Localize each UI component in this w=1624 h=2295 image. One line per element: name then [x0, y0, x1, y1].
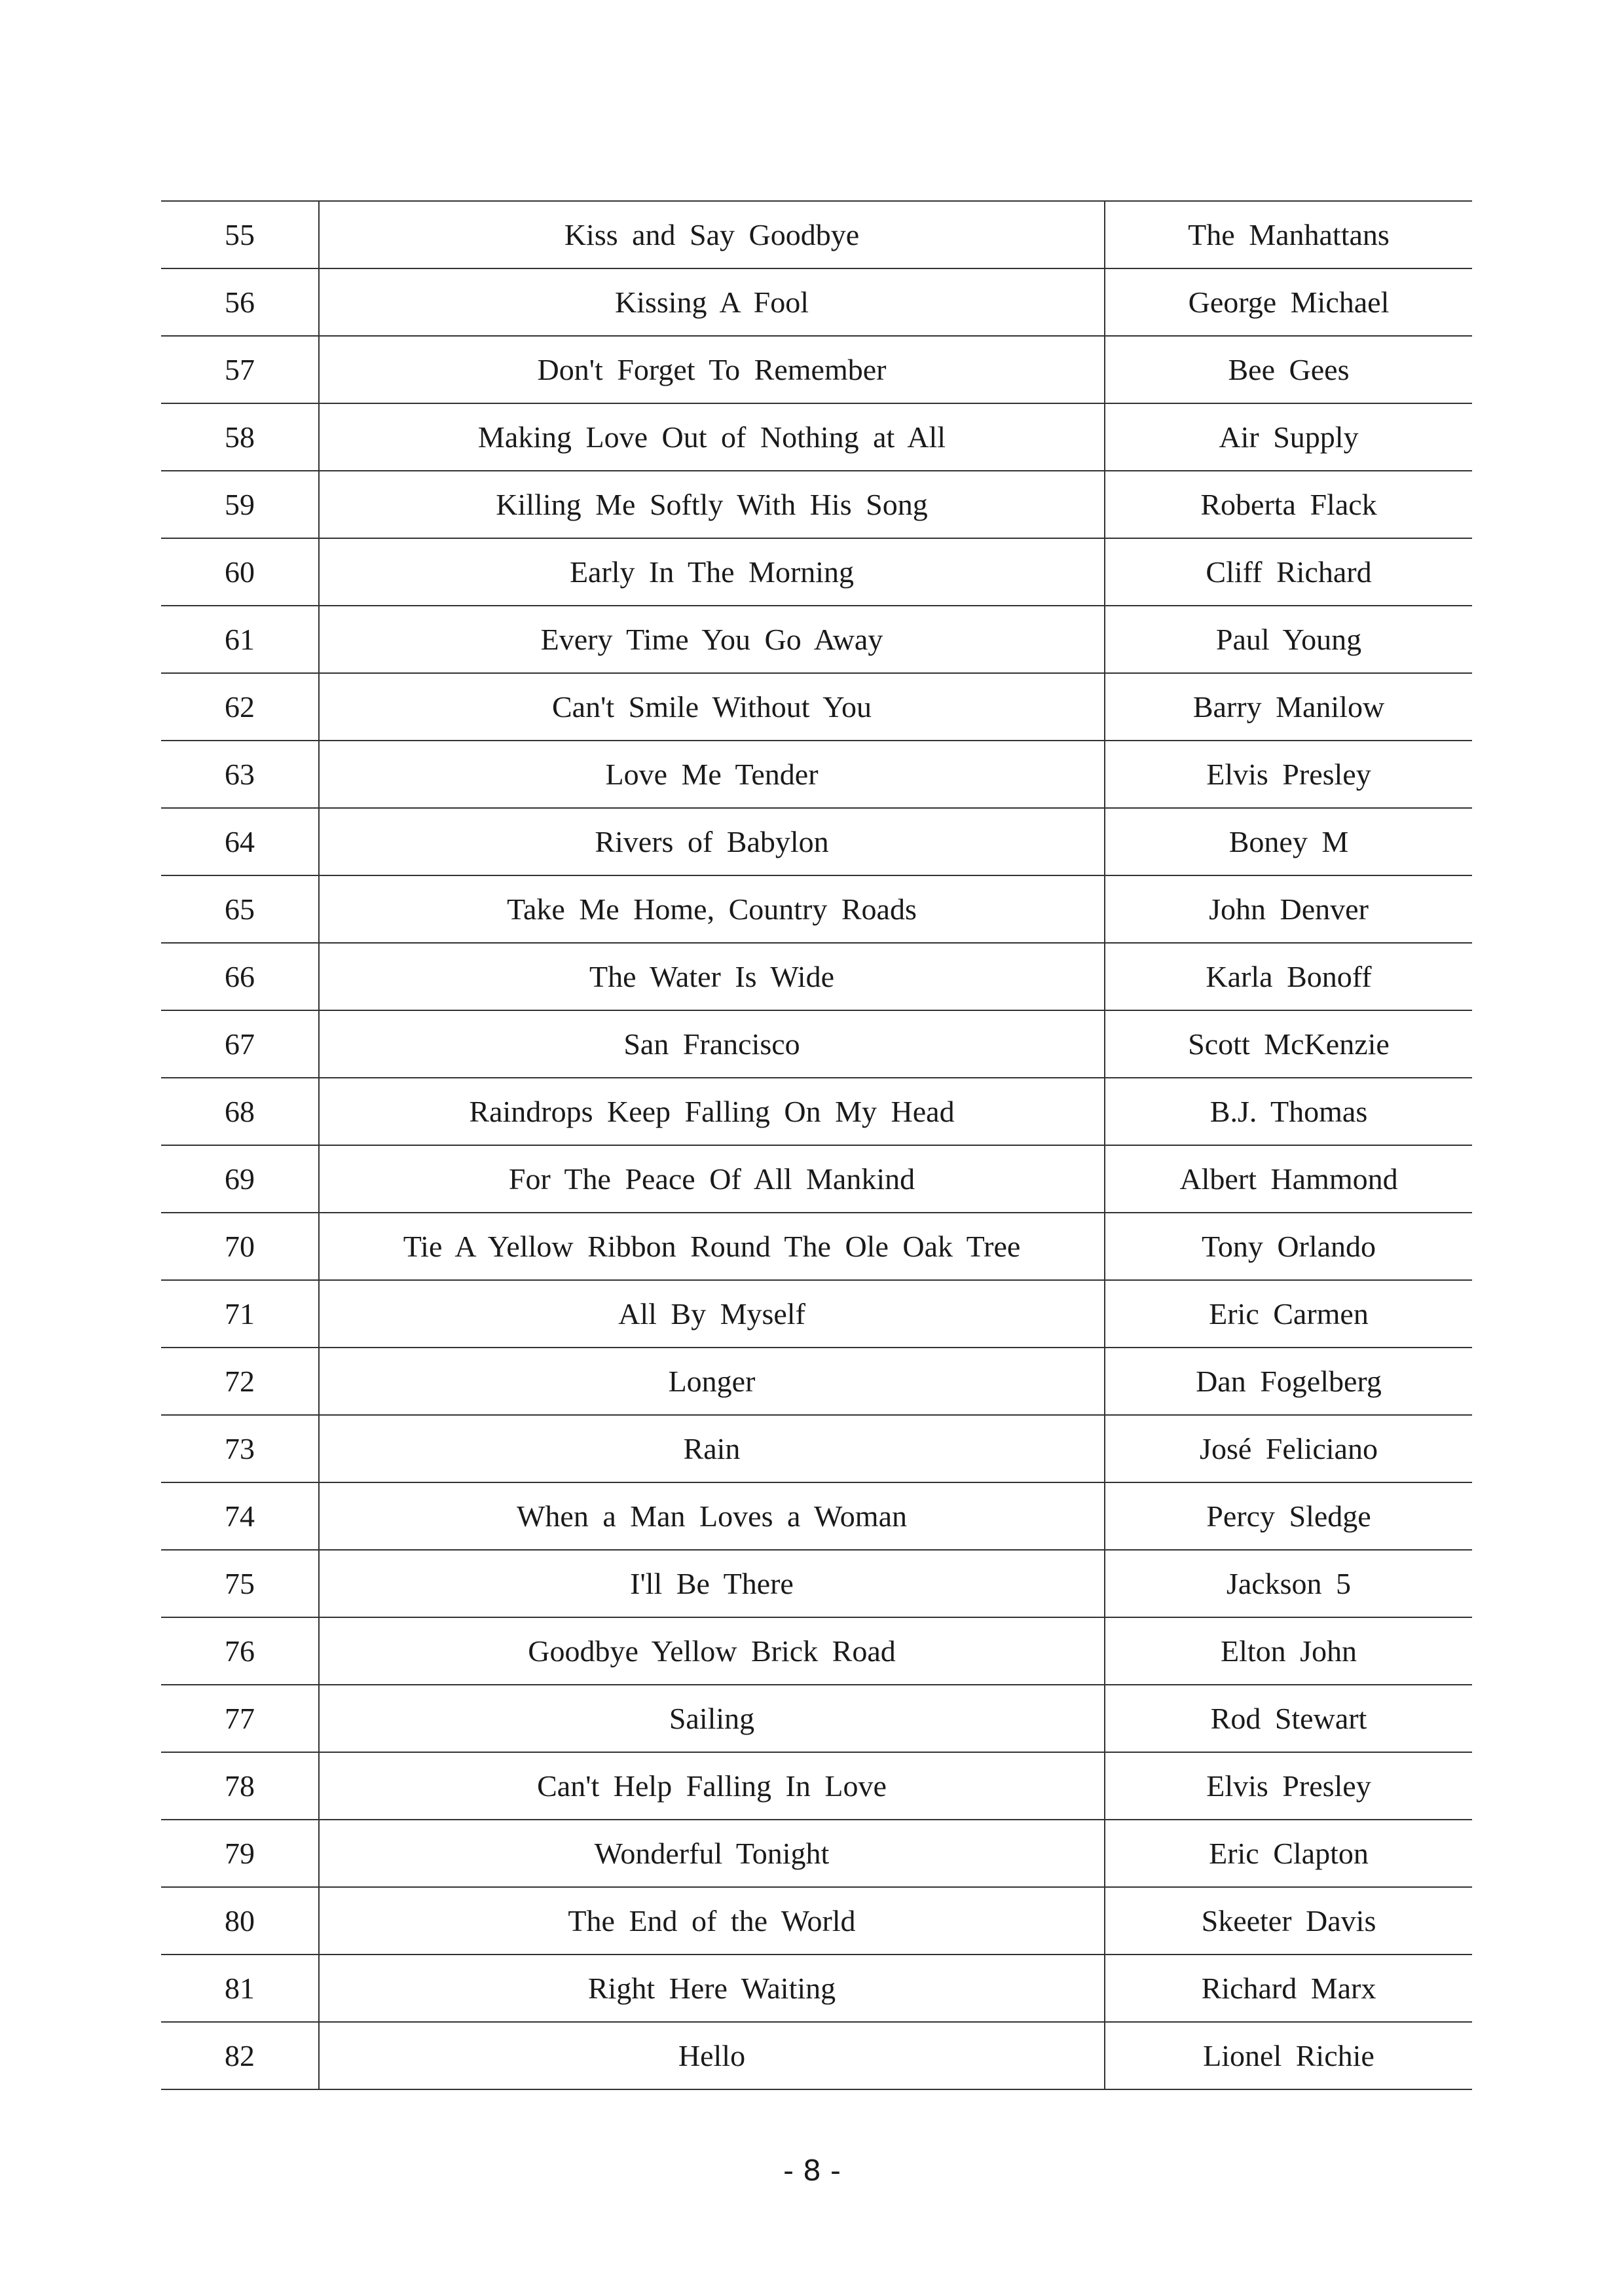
song-artist: Elvis Presley: [1105, 741, 1472, 808]
table-row: [161, 336, 1472, 403]
song-number: 78: [161, 1752, 319, 1820]
song-number: 79: [161, 1820, 319, 1887]
song-number: 71: [161, 1280, 319, 1348]
song-title: Right Here Waiting: [319, 1955, 1105, 2022]
song-rows: [161, 201, 1472, 2089]
song-title: Tie A Yellow Ribbon Round The Ole Oak Tree: [319, 1213, 1105, 1280]
song-artist: Albert Hammond: [1105, 1145, 1472, 1213]
song-title: San Francisco: [319, 1010, 1105, 1078]
song-artist: Percy Sledge: [1105, 1482, 1472, 1550]
song-title: Can't Smile Without You: [319, 673, 1105, 741]
table-row: [161, 1887, 1472, 1955]
song-title: Raindrops Keep Falling On My Head: [319, 1078, 1105, 1145]
song-artist: B.J. Thomas: [1105, 1078, 1472, 1145]
table-row: [161, 1213, 1472, 1280]
table-row: [161, 673, 1472, 741]
table-row: [161, 1752, 1472, 1820]
table-row: [161, 1550, 1472, 1617]
table-row: [161, 2022, 1472, 2089]
song-number: 66: [161, 943, 319, 1010]
table-row: [161, 943, 1472, 1010]
song-number: 68: [161, 1078, 319, 1145]
song-title: Rain: [319, 1415, 1105, 1482]
song-artist: Karla Bonoff: [1105, 943, 1472, 1010]
song-number: 60: [161, 538, 319, 606]
song-artist: Eric Clapton: [1105, 1820, 1472, 1887]
table-row: [161, 1955, 1472, 2022]
song-title: Killing Me Softly With His Song: [319, 471, 1105, 538]
song-number: 58: [161, 403, 319, 471]
song-title: Can't Help Falling In Love: [319, 1752, 1105, 1820]
song-title: The End of the World: [319, 1887, 1105, 1955]
song-title: Hello: [319, 2022, 1105, 2089]
table-row: [161, 606, 1472, 673]
song-number: 73: [161, 1415, 319, 1482]
song-title: Kiss and Say Goodbye: [319, 201, 1105, 268]
song-number: 55: [161, 201, 319, 268]
table-row: [161, 1685, 1472, 1752]
table-row: [161, 1482, 1472, 1550]
table-row: [161, 403, 1472, 471]
song-artist: Barry Manilow: [1105, 673, 1472, 741]
song-title: All By Myself: [319, 1280, 1105, 1348]
song-number: 75: [161, 1550, 319, 1617]
song-title: Wonderful Tonight: [319, 1820, 1105, 1887]
song-artist: Richard Marx: [1105, 1955, 1472, 2022]
song-title: Early In The Morning: [319, 538, 1105, 606]
song-number: 67: [161, 1010, 319, 1078]
song-artist: José Feliciano: [1105, 1415, 1472, 1482]
song-artist: The Manhattans: [1105, 201, 1472, 268]
song-number: 62: [161, 673, 319, 741]
song-artist: Scott McKenzie: [1105, 1010, 1472, 1078]
song-title: For The Peace Of All Mankind: [319, 1145, 1105, 1213]
song-artist: Boney M: [1105, 808, 1472, 875]
song-number: 64: [161, 808, 319, 875]
table-row: [161, 538, 1472, 606]
song-number: 56: [161, 268, 319, 336]
song-artist: Elton John: [1105, 1617, 1472, 1685]
table-row: [161, 1078, 1472, 1145]
song-number: 76: [161, 1617, 319, 1685]
song-artist: Bee Gees: [1105, 336, 1472, 403]
song-number: 61: [161, 606, 319, 673]
table-row: [161, 1348, 1472, 1415]
song-number: 72: [161, 1348, 319, 1415]
song-title: Rivers of Babylon: [319, 808, 1105, 875]
song-table: [161, 200, 1472, 2090]
song-title: Take Me Home, Country Roads: [319, 875, 1105, 943]
table-row: [161, 471, 1472, 538]
song-number: 77: [161, 1685, 319, 1752]
table-row: [161, 268, 1472, 336]
table-row: [161, 1415, 1472, 1482]
table-row: [161, 1280, 1472, 1348]
song-title: Sailing: [319, 1685, 1105, 1752]
song-artist: Dan Fogelberg: [1105, 1348, 1472, 1415]
song-number: 57: [161, 336, 319, 403]
song-title: Don't Forget To Remember: [319, 336, 1105, 403]
song-number: 69: [161, 1145, 319, 1213]
song-title: Every Time You Go Away: [319, 606, 1105, 673]
song-artist: Cliff Richard: [1105, 538, 1472, 606]
table-row: [161, 1145, 1472, 1213]
table-row: [161, 741, 1472, 808]
table-row: [161, 808, 1472, 875]
song-number: 82: [161, 2022, 319, 2089]
song-title: I'll Be There: [319, 1550, 1105, 1617]
song-artist: Tony Orlando: [1105, 1213, 1472, 1280]
song-title: The Water Is Wide: [319, 943, 1105, 1010]
song-number: 80: [161, 1887, 319, 1955]
song-number: 65: [161, 875, 319, 943]
song-artist: Elvis Presley: [1105, 1752, 1472, 1820]
song-number: 59: [161, 471, 319, 538]
song-artist: John Denver: [1105, 875, 1472, 943]
song-title: Kissing A Fool: [319, 268, 1105, 336]
song-number: 74: [161, 1482, 319, 1550]
table-row: [161, 875, 1472, 943]
song-title: Longer: [319, 1348, 1105, 1415]
song-artist: Rod Stewart: [1105, 1685, 1472, 1752]
song-artist: Air Supply: [1105, 403, 1472, 471]
song-title: Goodbye Yellow Brick Road: [319, 1617, 1105, 1685]
page-number: - 8 -: [783, 2154, 841, 2188]
song-artist: Eric Carmen: [1105, 1280, 1472, 1348]
song-number: 70: [161, 1213, 319, 1280]
song-artist: George Michael: [1105, 268, 1472, 336]
table-row: [161, 1010, 1472, 1078]
song-title: When a Man Loves a Woman: [319, 1482, 1105, 1550]
song-artist: Lionel Richie: [1105, 2022, 1472, 2089]
song-title: Love Me Tender: [319, 741, 1105, 808]
song-artist: Roberta Flack: [1105, 471, 1472, 538]
song-title: Making Love Out of Nothing at All: [319, 403, 1105, 471]
song-artist: Skeeter Davis: [1105, 1887, 1472, 1955]
song-artist: Paul Young: [1105, 606, 1472, 673]
table-row: [161, 1820, 1472, 1887]
song-number: 81: [161, 1955, 319, 2022]
table-row: [161, 1617, 1472, 1685]
song-number: 63: [161, 741, 319, 808]
song-artist: Jackson 5: [1105, 1550, 1472, 1617]
table-row: [161, 201, 1472, 268]
